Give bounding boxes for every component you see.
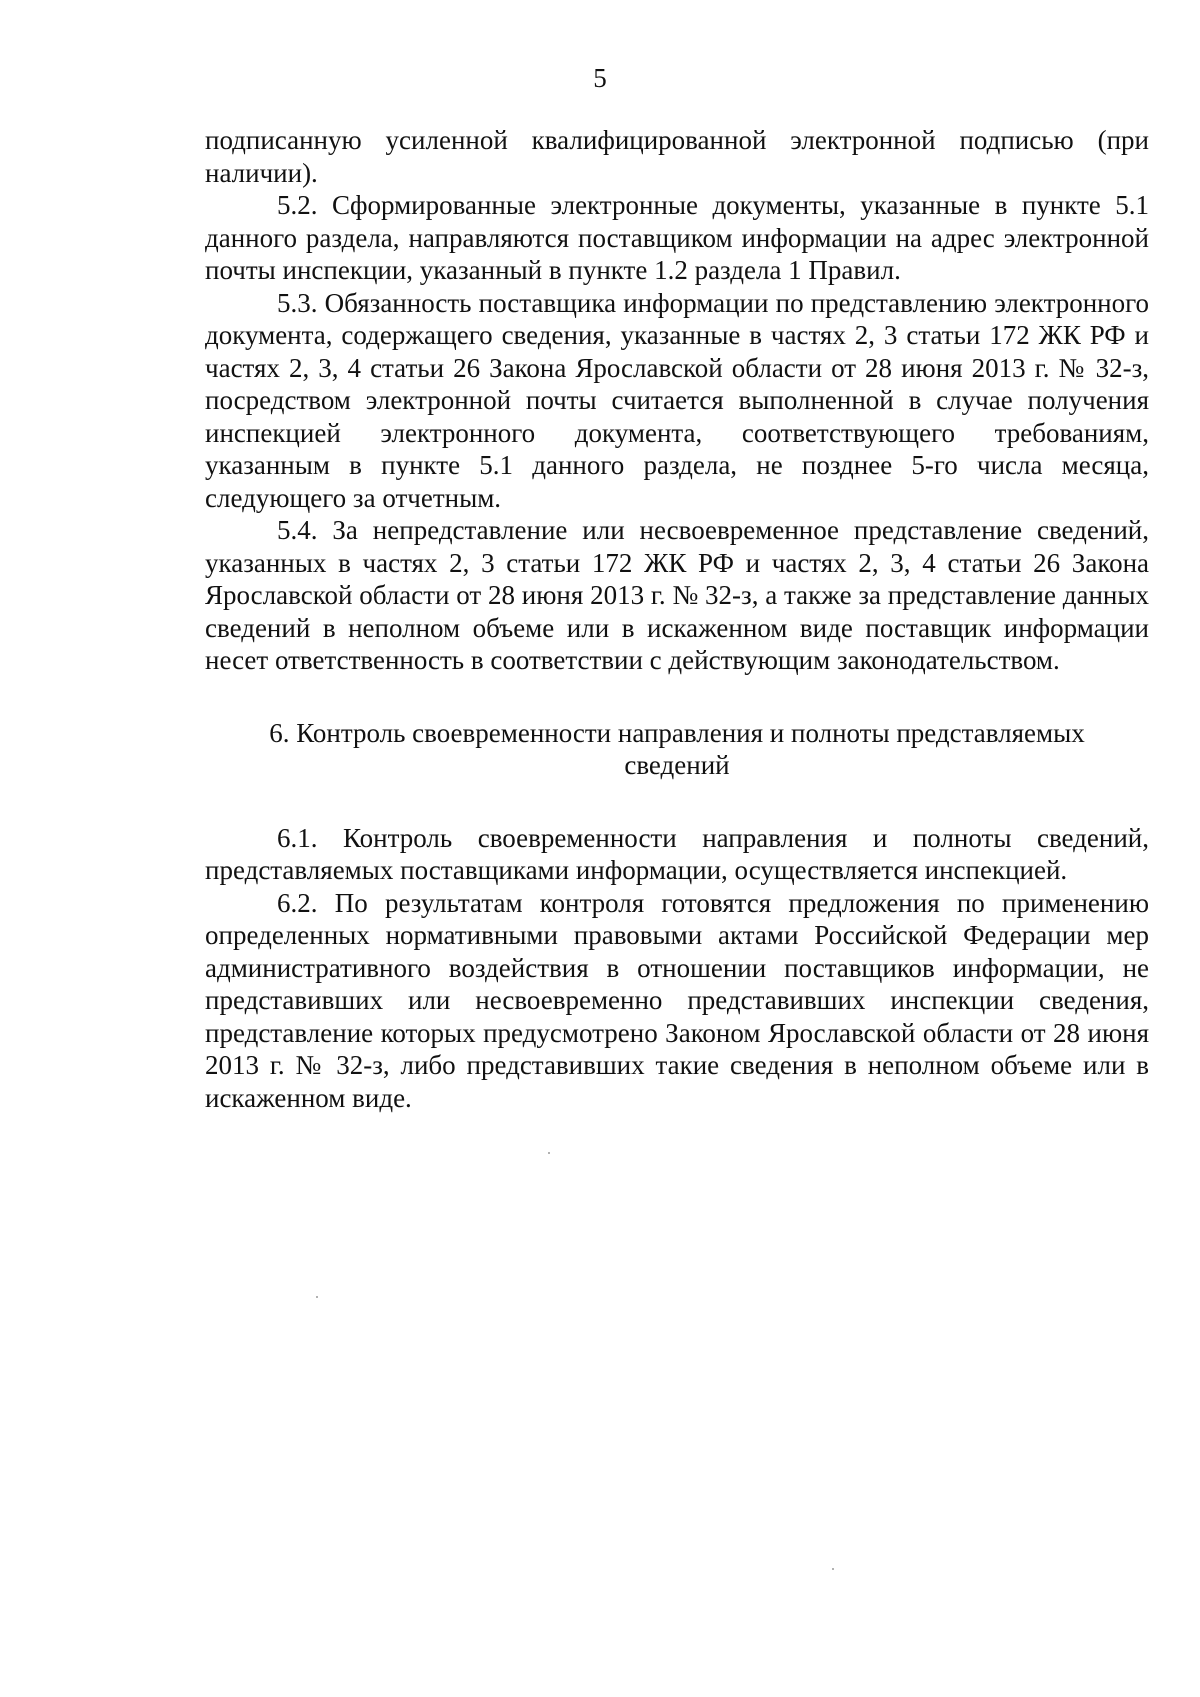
- paragraph-6-2: 6.2. По результатам контроля готовятся предложения по применению определенных нормативными правовыми актами Российской Федерации мер административного воздействия в отношении поставщиков информации, не представивших или несвоевременно представивших инспекции сведения, представление которых предусмотрено Законом Ярославской области от 28 июня 2013 г. № 32-з, либо представивших такие сведения в неполном объеме или в искаженном виде.: [205, 887, 1149, 1113]
- paragraph-6-1: 6.1. Контроль своевременности направления и полноты сведений, представляемых поставщиками информации, осуществляется инспекцией.: [205, 822, 1149, 885]
- section-6-title: 6. Контроль своевременности направления и полноты представляемых сведений: [269, 717, 1085, 780]
- paragraph-continuation: подписанную усиленной квалифицированной электронной подписью (при наличии).: [205, 125, 1149, 188]
- scan-speck: [832, 1568, 834, 1570]
- section-spacer: [205, 782, 1149, 822]
- document-body: [205, 124, 1149, 1114]
- paragraph-5-3: 5.3. Обязанность поставщика информации по представлению электронного документа, содержащего сведения, указанные в частях 2, 3 статьи 172 ЖК РФ и частях 2, 3, 4 статьи 26 Закона Ярославской области от 28 июня 2013 г. № 32-з, посредством электронной почты считается выполненной в случае получения инспекцией электронного документа, соответствующего требованиям, указанным в пункте 5.1 данного раздела, не позднее 5-го числа месяца, следующего за отчетным.: [205, 287, 1149, 513]
- page-number: 5: [593, 63, 607, 93]
- scan-speck: [316, 1296, 318, 1298]
- paragraph-5-2: 5.2. Сформированные электронные документы, указанные в пункте 5.1 данного раздела, направляются поставщиком информации на адрес электронной почты инспекции, указанный в пункте 1.2 раздела 1 Правил.: [205, 190, 1149, 285]
- scan-speck: [548, 1152, 550, 1154]
- paragraph-5-4: 5.4. За непредставление или несвоевременное представление сведений, указанных в частях 2, 3 статьи 172 ЖК РФ и частях 2, 3, 4 статьи 26 Закона Ярославской области от 28 июня 2013 г. № 32-з, а также за представление данных сведений в неполном объеме или в искаженном виде поставщик информации несет ответственность в соответствии с действующим законодательством.: [205, 515, 1149, 675]
